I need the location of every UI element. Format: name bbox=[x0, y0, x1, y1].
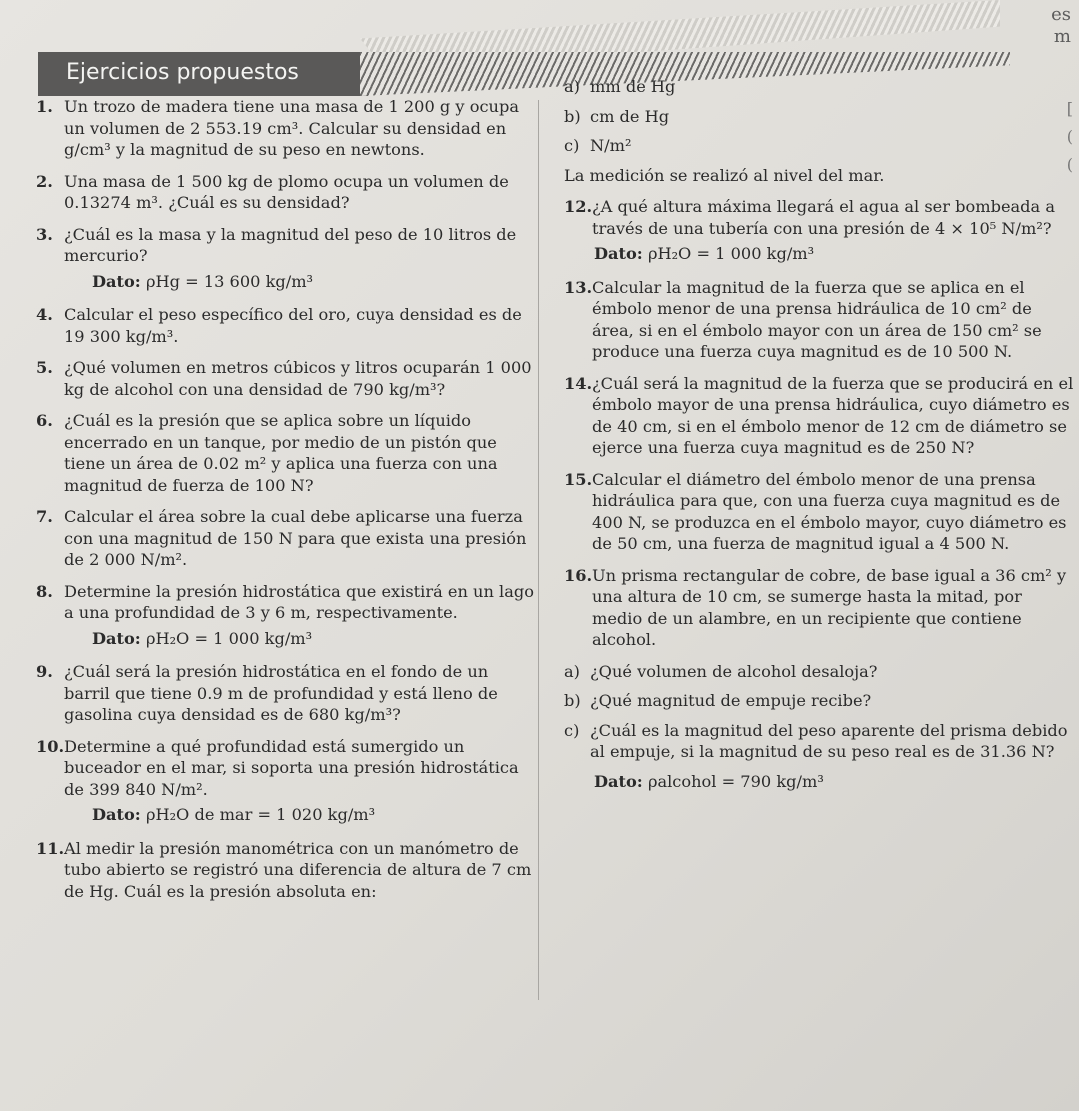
exercise-1: 1. Un trozo de madera tiene una masa de 1 200 g y ocupa un volumen de 2 553.19 cm³. Calcular su densidad en g/cm³ y la magnitud de su peso en newtons. bbox=[36, 97, 519, 159]
exercise-11-option-a: a) mm de Hg bbox=[564, 77, 676, 96]
margin-glyphs: [ ( ( bbox=[1066, 99, 1073, 174]
exercise-7: 7. Calcular el área sobre la cual debe aplicarse una fuerza con una magnitud de 150 N para que exista una presión de 2 000 N/m². bbox=[36, 507, 527, 569]
exercise-16: 16.Un prisma rectangular de cobre, de base igual a 36 cm² y una altura de 10 cm, se sumerge hasta la mitad, por medio de un alambre, en un recipiente que contiene alcohol. bbox=[564, 565, 1067, 649]
exercise-12: 12.¿A qué altura máxima llegará el agua al ser bombeada a través de una tubería con una presión de 4 × 10⁵ N/m²? bbox=[564, 197, 1055, 238]
column-divider bbox=[538, 100, 539, 1000]
left-column bbox=[36, 96, 536, 912]
exercise-3: 3. ¿Cuál es la masa y la magnitud del peso de 10 litros de mercurio? bbox=[36, 224, 517, 265]
exercise-8-dato: Dato: ρH₂O = 1 000 kg/m³ bbox=[92, 628, 313, 648]
exercise-11: 11.Al medir la presión manométrica con un manómetro de tubo abierto se registró una diferencia de altura de 7 cm de Hg. Cuál es la presión absoluta en: bbox=[36, 838, 532, 901]
exercise-11-option-c: c) N/m² bbox=[564, 136, 632, 155]
exercise-8: 8. Determine la presión hidrostática que existirá en un lago a una profundidad de 3 y 6 m, respectivamente. bbox=[36, 581, 534, 622]
exercise-15: 15.Calcular el diámetro del émbolo menor de una prensa hidráulica para que, con una fuerza cuya magnitud es de 400 N, se produzca en el émbolo mayor, cuyo diámetro es de 50 cm, una fuerza de magnitud igual a 4 500 N. bbox=[564, 469, 1067, 553]
exercise-2: 2. Una masa de 1 500 kg de plomo ocupa un volumen de 0.13274 m³. ¿Cuál es su densidad? bbox=[36, 171, 509, 212]
exercise-12-dato: Dato: ρH₂O = 1 000 kg/m³ bbox=[594, 244, 815, 263]
exercise-16-option-c: c) ¿Cuál es la magnitud del peso aparente del prisma debido al empuje, si la magnitud de su peso real es de 31.36 N? bbox=[564, 720, 1068, 761]
exercise-11-note: La medición se realizó al nivel del mar. bbox=[564, 165, 885, 185]
exercise-10-dato: Dato: ρH₂O de mar = 1 020 kg/m³ bbox=[92, 805, 376, 824]
corner-text: es m bbox=[1051, 4, 1071, 47]
exercise-16-dato: Dato: ρalcohol = 790 kg/m³ bbox=[594, 771, 824, 791]
exercise-16-option-a: a) ¿Qué volumen de alcohol desaloja? bbox=[564, 661, 878, 681]
exercise-3-dato: Dato: ρHg = 13 600 kg/m³ bbox=[92, 271, 314, 291]
exercise-4: 4. Calcular el peso específico del oro, cuya densidad es de 19 300 kg/m³. bbox=[36, 305, 522, 346]
section-title: Ejercicios propuestos bbox=[66, 60, 299, 85]
exercise-13: 13.Calcular la magnitud de la fuerza que se aplica en el émbolo menor de una prensa hidráulica de 10 cm² de área, si en el émbolo mayor con un área de 150 cm² se produce una fuerza cuya magnitud es de 10 500 N. bbox=[564, 277, 1042, 361]
exercise-11-option-b: b) cm de Hg bbox=[564, 106, 670, 126]
exercise-6: 6. ¿Cuál es la presión que se aplica sobre un líquido encerrado en un tanque, por medio de un pistón que tiene un área de 0.02 m² y aplica una fuerza con una magnitud de fuerza de 100 N? bbox=[36, 411, 498, 495]
exercise-14: 14.¿Cuál será la magnitud de la fuerza que se producirá en el émbolo mayor de una prensa hidráulica, cuyo diámetro es de 40 cm, si en el émbolo menor de 12 cm de diámetro se ejerce una fuerza cuya magnitud es de 250 N? bbox=[564, 373, 1074, 457]
right-column bbox=[564, 76, 1074, 804]
exercise-10: 10.Determine a qué profundidad está sumergido un buceador en el mar, si soporta una presión hidrostática de 399 840 N/m². bbox=[36, 736, 519, 799]
exercise-9: 9. ¿Cuál será la presión hidrostática en el fondo de un barril que tiene 0.9 m de profundidad y está lleno de gasolina cuya densidad es de 680 kg/m³? bbox=[36, 662, 498, 724]
exercise-5: 5. ¿Qué volumen en metros cúbicos y litros ocuparán 1 000 kg de alcohol con una densidad de 790 kg/m³? bbox=[36, 358, 532, 399]
exercise-16-option-b: b) ¿Qué magnitud de empuje recibe? bbox=[564, 691, 872, 710]
